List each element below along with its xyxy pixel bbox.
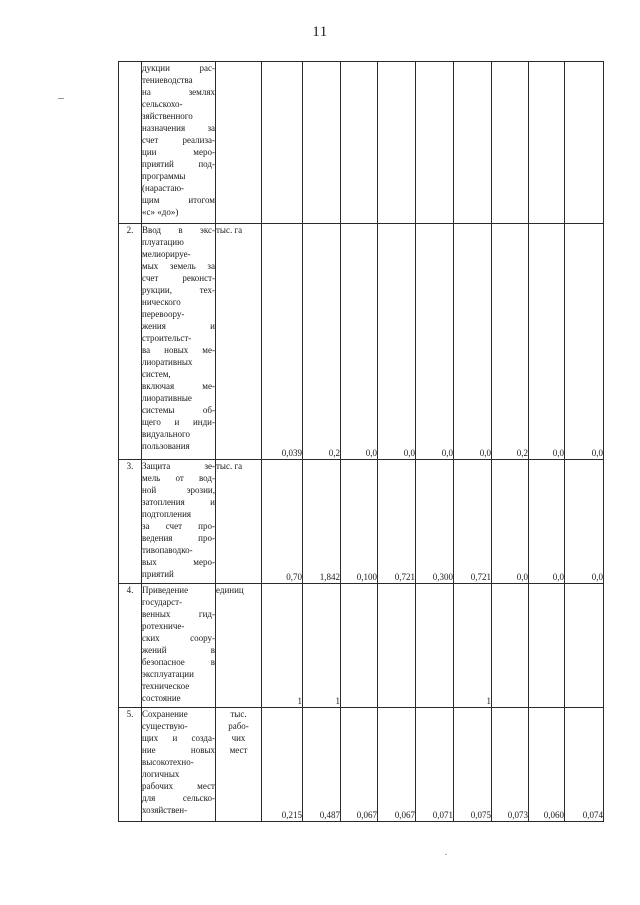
table-row <box>119 224 604 460</box>
indicator-name-line: рабочих мест <box>142 781 215 791</box>
indicator-name-line: Приведение <box>142 585 189 595</box>
value-cell: 0,0 <box>492 460 529 584</box>
unit-line: чих <box>231 733 246 743</box>
value-cell: 0,721 <box>378 460 416 584</box>
page-number: 11 <box>312 24 328 40</box>
indicator-name-line: затопления и <box>142 497 215 507</box>
value-cell: 1 <box>454 584 492 708</box>
value-cell: 0,2 <box>303 224 341 460</box>
unit-line: рабо- <box>228 721 249 731</box>
indicator-name-line: мелиорируе- <box>142 249 191 259</box>
margin-mark <box>58 98 64 99</box>
indicator-name <box>142 224 216 460</box>
value-cell: 1,842 <box>303 460 341 584</box>
indicators-table <box>118 61 604 822</box>
value-cell: 0,0 <box>529 224 565 460</box>
indicator-name-line: перевоору- <box>142 309 185 319</box>
indicator-name-line: ции меро- <box>142 147 215 157</box>
indicator-name-line: рукции, тех- <box>142 285 215 295</box>
indicator-name-line: мых земель за <box>142 261 215 271</box>
value-cell: 0,70 <box>262 460 303 584</box>
value-cell: 0,487 <box>303 708 341 822</box>
table-row <box>119 584 604 708</box>
indicator-name-line: сельскохо- <box>142 99 183 109</box>
indicator-name-line: щего и инди- <box>142 417 215 427</box>
indicator-name <box>142 62 216 224</box>
indicator-name-line: лиоративные <box>142 393 192 403</box>
row-number: 3. <box>119 460 142 584</box>
value-cell: 0,0 <box>416 224 454 460</box>
value-cell: 0,0 <box>565 460 604 584</box>
value-cell: 0,073 <box>492 708 529 822</box>
value-cell <box>341 62 378 224</box>
value-cell: 0,0 <box>454 224 492 460</box>
value-cell: 1 <box>262 584 303 708</box>
indicator-name-line: зяйственного <box>142 111 193 121</box>
indicator-name-line: щих и созда- <box>142 733 215 743</box>
value-cell <box>341 584 378 708</box>
indicator-name-line: жений в <box>142 645 215 655</box>
value-cell: 0,0 <box>529 460 565 584</box>
indicator-name-line: нического <box>142 297 181 307</box>
unit-line: тыс. <box>230 709 247 719</box>
value-cell <box>454 62 492 224</box>
indicator-name-line: вых меро- <box>142 557 215 567</box>
value-cell <box>529 584 565 708</box>
indicator-name-line: подтопления <box>142 509 192 519</box>
value-cell: 0,215 <box>262 708 303 822</box>
indicator-name-line: Ввод в экс- <box>142 225 215 235</box>
indicator-name-line: на землях <box>142 87 215 97</box>
row-number: 5. <box>119 708 142 822</box>
indicator-name-line: тениеводства <box>142 75 193 85</box>
indicator-name-line: лиоративных <box>142 357 193 367</box>
indicator-name-line: Защита зе- <box>142 461 215 471</box>
indicator-name-line: жения и <box>142 321 215 331</box>
value-cell <box>492 62 529 224</box>
indicator-name-line: для сельско- <box>142 793 215 803</box>
indicator-name-line: государст- <box>142 597 182 607</box>
value-cell <box>492 584 529 708</box>
indicator-name-line: (нарастаю- <box>142 183 185 193</box>
indicator-name-line: эксплуатации <box>142 669 194 679</box>
indicator-name-line: приятий под- <box>142 159 215 169</box>
indicator-name-line: дукции рас- <box>142 63 215 73</box>
value-cell: 0,060 <box>529 708 565 822</box>
indicator-name-line: системы об- <box>142 405 215 415</box>
indicator-name-line: приятий <box>142 569 174 579</box>
table-row <box>119 460 604 584</box>
indicator-name-line: ной эрозии, <box>142 485 215 495</box>
indicator-name-line: высокотехно- <box>142 757 194 767</box>
table-row <box>119 708 604 822</box>
value-cell: 0,300 <box>416 460 454 584</box>
value-cell: 0,0 <box>341 224 378 460</box>
value-cell <box>529 62 565 224</box>
value-cell <box>378 584 416 708</box>
indicator-name-line: «с» «до») <box>142 207 179 217</box>
indicator-name-line: ротехниче- <box>142 621 185 631</box>
indicator-name-line: хозяйствен- <box>142 805 188 815</box>
indicator-name-line: назначения за <box>142 123 215 133</box>
row-number: 4. <box>119 584 142 708</box>
indicator-name-line: счет реконст- <box>142 273 215 283</box>
indicator-name-line: пользования <box>142 441 190 451</box>
value-cell: 0,067 <box>341 708 378 822</box>
value-cell: 0,100 <box>341 460 378 584</box>
value-cell <box>565 584 604 708</box>
indicator-name-line: мель от вод- <box>142 473 215 483</box>
indicator-name-line: ских соору- <box>142 633 215 643</box>
value-cell <box>262 62 303 224</box>
value-cell: 0,2 <box>492 224 529 460</box>
row-number <box>119 62 142 224</box>
indicator-name-line: включая ме- <box>142 381 215 391</box>
indicator-name-line: ние новых <box>142 745 215 755</box>
indicator-name-line: логичных <box>142 769 180 779</box>
indicator-name-line: ведения про- <box>142 533 215 543</box>
indicator-name-line: видуального <box>142 429 190 439</box>
unit-of-measure: тыс. га <box>216 224 262 460</box>
indicator-name-line: венных гид- <box>142 609 215 619</box>
indicator-name-line: щим итогом <box>142 195 215 205</box>
row-number: 2. <box>119 224 142 460</box>
value-cell <box>416 584 454 708</box>
indicator-name <box>142 460 216 584</box>
indicator-name-line: существую- <box>142 721 188 731</box>
indicator-name-line: счет реализа- <box>142 135 215 145</box>
value-cell: 0,075 <box>454 708 492 822</box>
value-cell: 0,071 <box>416 708 454 822</box>
indicator-name-line: техническое <box>142 681 190 691</box>
indicator-name-line: безопасное в <box>142 657 215 667</box>
indicator-name-line: ва новых ме- <box>142 345 215 355</box>
indicator-name-line: состояние <box>142 693 181 703</box>
unit-of-measure <box>216 62 262 224</box>
value-cell <box>378 62 416 224</box>
value-cell <box>303 62 341 224</box>
indicator-name-line: строительст- <box>142 333 192 343</box>
unit-of-measure <box>216 708 262 822</box>
indicator-name-line: за счет про- <box>142 521 215 531</box>
scan-speck <box>445 854 447 855</box>
value-cell <box>416 62 454 224</box>
indicator-name-line: тивопаводко- <box>142 545 193 555</box>
unit-of-measure: тыс. га <box>216 460 262 584</box>
value-cell: 0,721 <box>454 460 492 584</box>
value-cell <box>565 62 604 224</box>
indicator-name <box>142 708 216 822</box>
table-row <box>119 62 604 224</box>
indicator-name-line: систем, <box>142 369 171 379</box>
indicator-name-line: Сохранение <box>142 709 188 719</box>
indicator-name-line: программы <box>142 171 186 181</box>
value-cell: 0,0 <box>565 224 604 460</box>
value-cell: 0,074 <box>565 708 604 822</box>
unit-line: мест <box>229 745 248 755</box>
unit-of-measure: единиц <box>216 584 262 708</box>
value-cell: 0,067 <box>378 708 416 822</box>
value-cell: 0,0 <box>378 224 416 460</box>
value-cell: 1 <box>303 584 341 708</box>
indicator-name-line: плуатацию <box>142 237 184 247</box>
indicator-name <box>142 584 216 708</box>
value-cell: 0,039 <box>262 224 303 460</box>
